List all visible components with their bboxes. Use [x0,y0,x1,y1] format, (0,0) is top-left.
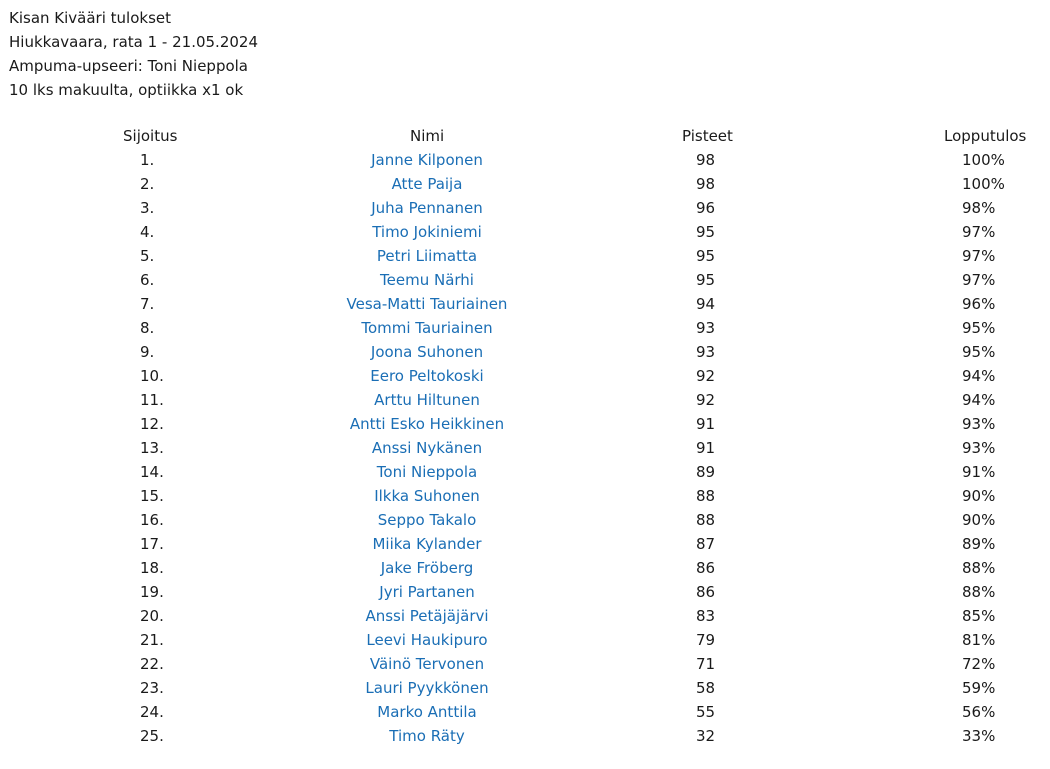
table-row [0,460,1050,484]
name-cell [298,652,556,676]
competitor-name-link[interactable]: Timo Räty [389,727,465,745]
rank-value: 14. [140,463,164,481]
name-cell [298,508,556,532]
name-cell [298,244,556,268]
rank-value: 23. [140,679,164,697]
rank-cell [0,724,298,748]
competitor-name-link[interactable]: Teemu Närhi [380,271,474,289]
rank-cell [0,460,298,484]
rank-cell [0,580,298,604]
name-cell [298,148,556,172]
points-cell: 93 [696,343,716,361]
points-cell: 83 [696,607,716,625]
competitor-name-link[interactable]: Leevi Haukipuro [366,631,488,649]
competitor-name-link[interactable]: Lauri Pyykkönen [365,679,489,697]
rank-cell [0,268,298,292]
points-cell: 92 [696,391,716,409]
competitor-name-link[interactable]: Vesa-Matti Tauriainen [346,295,508,313]
result-cell: 95% [962,319,996,337]
table-row [0,244,1050,268]
name-cell [298,412,556,436]
rank-cell [0,364,298,388]
rank-value: 15. [140,487,164,505]
table-row [0,556,1050,580]
result-cell: 97% [962,271,996,289]
rank-value: 8. [140,319,155,337]
result-cell: 33% [962,727,996,745]
result-cell: 100% [962,151,1005,169]
rank-cell [0,508,298,532]
result-cell: 90% [962,511,996,529]
rank-value: 11. [140,391,164,409]
points-cell: 55 [696,703,716,721]
points-cell: 79 [696,631,716,649]
page-title: Kisan Kivääri tulokset [9,9,171,27]
result-cell: 56% [962,703,996,721]
result-cell: 91% [962,463,996,481]
points-cell: 98 [696,151,716,169]
rank-cell [0,292,298,316]
rank-value: 1. [140,151,155,169]
result-cell: 93% [962,439,996,457]
rank-cell [0,340,298,364]
table-row [0,364,1050,388]
points-cell: 95 [696,247,716,265]
result-cell: 96% [962,295,996,313]
competitor-name-link[interactable]: Miika Kylander [372,535,482,553]
rank-value: 25. [140,727,164,745]
rank-value: 7. [140,295,155,313]
result-cell: 81% [962,631,996,649]
name-cell [298,460,556,484]
rank-value: 4. [140,223,155,241]
competitor-name-link[interactable]: Marko Anttila [377,703,477,721]
result-cell: 72% [962,655,996,673]
rank-cell [0,220,298,244]
rank-cell [0,436,298,460]
rank-value: 22. [140,655,164,673]
rank-cell [0,412,298,436]
rank-cell [0,148,298,172]
points-cell: 95 [696,223,716,241]
name-cell [298,556,556,580]
result-cell: 85% [962,607,996,625]
rank-value: 19. [140,583,164,601]
rank-cell [0,388,298,412]
name-cell [298,340,556,364]
rank-value: 3. [140,199,155,217]
rank-cell [0,556,298,580]
result-cell: 98% [962,199,996,217]
table-row [0,484,1050,508]
competitor-name-link[interactable]: Atte Paija [391,175,463,193]
name-cell [298,604,556,628]
rank-cell [0,172,298,196]
points-cell: 58 [696,679,716,697]
competitor-name-link[interactable]: Väinö Tervonen [369,655,485,673]
results-table-header-row [0,124,1050,148]
rank-value: 9. [140,343,155,361]
rank-cell [0,604,298,628]
rank-value: 24. [140,703,164,721]
points-cell: 95 [696,271,716,289]
competitor-name-link[interactable]: Anssi Nykänen [371,439,483,457]
results-table [0,124,1050,748]
points-cell: 94 [696,295,716,313]
competitor-name-link[interactable]: Joona Suhonen [370,343,484,361]
table-row [0,196,1050,220]
rank-cell [0,316,298,340]
result-cell: 88% [962,559,996,577]
table-row [0,268,1050,292]
table-row [0,220,1050,244]
table-row [0,412,1050,436]
result-cell: 88% [962,583,996,601]
competitor-name-link[interactable]: Ilkka Suhonen [374,487,480,505]
name-cell [298,676,556,700]
points-cell: 91 [696,439,716,457]
competitor-name-link[interactable]: Toni Nieppola [376,463,478,481]
event-details: 10 lks makuulta, optiikka x1 ok [9,81,244,99]
competitor-name-link[interactable]: Tommi Tauriainen [361,319,493,337]
name-cell [298,532,556,556]
rank-value: 12. [140,415,164,433]
result-cell: 89% [962,535,996,553]
rank-value: 21. [140,631,164,649]
result-cell: 93% [962,415,996,433]
points-cell: 89 [696,463,716,481]
points-cell: 86 [696,559,716,577]
table-row [0,676,1050,700]
rank-value: 2. [140,175,155,193]
table-row [0,724,1050,748]
result-cell: 90% [962,487,996,505]
column-header-result: Lopputulos [944,127,1027,145]
table-row [0,604,1050,628]
competitor-name-link[interactable]: Anssi Petäjäjärvi [365,607,489,625]
rank-value: 20. [140,607,164,625]
rank-value: 17. [140,535,164,553]
rank-cell [0,244,298,268]
rank-value: 18. [140,559,164,577]
name-cell [298,292,556,316]
rank-cell [0,628,298,652]
points-cell: 93 [696,319,716,337]
result-cell: 95% [962,343,996,361]
points-cell: 96 [696,199,716,217]
competitor-name-link[interactable]: Petri Liimatta [376,247,478,265]
table-row [0,652,1050,676]
name-cell [298,580,556,604]
table-row [0,508,1050,532]
competitor-name-link[interactable]: Timo Jokiniemi [372,223,482,241]
table-row [0,172,1050,196]
points-cell: 91 [696,415,716,433]
rank-value: 10. [140,367,164,385]
event-location-date: Hiukkavaara, rata 1 - 21.05.2024 [9,33,258,51]
name-cell [298,484,556,508]
points-cell: 32 [696,727,716,745]
rank-value: 6. [140,271,155,289]
name-cell [298,220,556,244]
result-cell: 94% [962,367,996,385]
column-header-rank: Sijoitus [123,127,178,145]
rank-cell [0,196,298,220]
rank-cell [0,700,298,724]
table-row [0,388,1050,412]
points-cell: 87 [696,535,716,553]
result-cell: 97% [962,247,996,265]
result-cell: 59% [962,679,996,697]
name-cell [298,436,556,460]
results-header [9,6,258,102]
result-cell: 100% [962,175,1005,193]
result-cell: 97% [962,223,996,241]
table-row [0,580,1050,604]
rank-cell [0,652,298,676]
rank-value: 5. [140,247,155,265]
table-row [0,292,1050,316]
name-cell [298,196,556,220]
points-cell: 88 [696,511,716,529]
table-row [0,700,1050,724]
rank-cell [0,676,298,700]
rank-value: 16. [140,511,164,529]
results-table-body [0,148,1050,748]
competitor-name-link[interactable]: Antti Esko Heikkinen [349,415,505,433]
name-cell [298,388,556,412]
rank-cell [0,532,298,556]
name-cell [298,700,556,724]
rank-value: 13. [140,439,164,457]
table-row [0,436,1050,460]
table-row [0,340,1050,364]
competitor-name-link[interactable]: Eero Peltokoski [370,367,484,385]
competitor-name-link[interactable]: Juha Pennanen [371,199,483,217]
result-cell: 94% [962,391,996,409]
name-cell [298,364,556,388]
points-cell: 88 [696,487,716,505]
competitor-name-link[interactable]: Arttu Hiltunen [374,391,480,409]
competitor-name-link[interactable]: Janne Kilponen [371,151,483,169]
points-cell: 92 [696,367,716,385]
points-cell: 98 [696,175,716,193]
table-row [0,148,1050,172]
points-cell: 71 [696,655,716,673]
column-header-points: Pisteet [682,127,733,145]
table-row [0,316,1050,340]
name-cell [298,724,556,748]
table-row [0,532,1050,556]
competitor-name-link[interactable]: Jyri Partanen [379,583,475,601]
competitor-name-link[interactable]: Seppo Takalo [377,511,477,529]
range-officer: Ampuma-upseeri: Toni Nieppola [9,57,249,75]
competitor-name-link[interactable]: Jake Fröberg [380,559,474,577]
name-cell [298,268,556,292]
rank-cell [0,484,298,508]
column-header-name: Nimi [410,127,445,145]
name-cell [298,172,556,196]
name-cell [298,316,556,340]
points-cell: 86 [696,583,716,601]
table-row [0,628,1050,652]
name-cell [298,628,556,652]
